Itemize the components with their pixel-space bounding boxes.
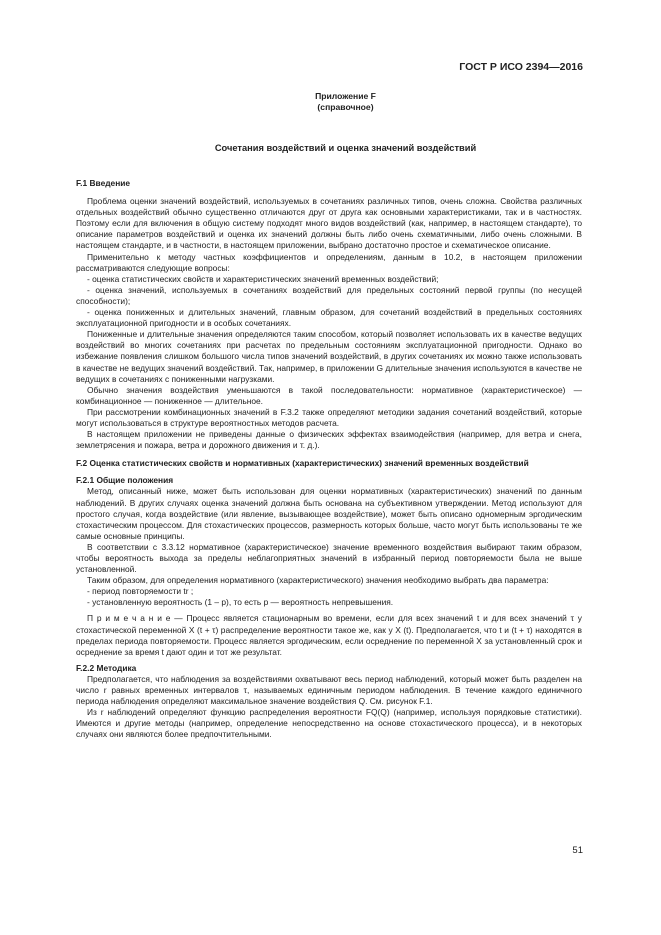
paragraph: Применительно к методу частных коэффициентов и определениям, данным в 10.2, в настоящем приложении рассматриваются следующие вопросы:	[76, 251, 582, 273]
paragraph: Обычно значения воздействия уменьшаются в такой последовательности: нормативное (характеристическое) — комбинационное — пониженное — длительное.	[76, 384, 582, 406]
annex-type: (справочное)	[317, 102, 374, 112]
paragraph: Из r наблюдений определяют функцию распределения вероятности FQ(Q) (например, используя порядковые статистики). Имеются и другие методы (например, определение непосредственно на основе стохастического процесса), и в некоторых случаях они являются более предпочтительными.	[76, 707, 582, 740]
note: П р и м е ч а н и е — Процесс является стационарным во времени, если для всех значений t и для всех значений τ у стохастической переменной X (t + τ) распределение вероятности такое же, как у X (t). Предполагается, что t и (t + τ) находятся в пределах периода повторяемости. Процесс является эргодическим, если осреднение по переменной X за установленный срок и осреднение за время t дают один и тот же результат.	[76, 613, 582, 657]
list-item: - оценка статистических свойств и характеристических значений временных воздействий;	[87, 273, 439, 284]
annex-heading	[0, 91, 661, 113]
paragraph: Предполагается, что наблюдения за воздействиями охватывают весь период наблюдений, который может быть разделен на число r равных временных интервалов τ, называемых единичным периодом наблюдения. В течение каждого единичного периода наблюдения определяют максимальное значение воздействия Q. См. рисунок F.1.	[76, 673, 582, 707]
list-item: - оценка пониженных и длительных значений, главным образом, для сочетаний воздействий в предельных состояниях эксплуатационной пригодности и в особых сочетаниях.	[76, 307, 582, 329]
section-f1-title: F.1 Введение	[76, 178, 131, 188]
paragraph: Таким образом, для определения нормативного (характеристического) значения необходимо выбрать два параметра:	[87, 575, 549, 586]
list-item: - оценка значений, используемых в сочетаниях воздействий для предельных состояний первой группы (по несущей способности);	[76, 284, 582, 306]
paragraph: В соответствии с 3.3.12 нормативное (характеристическое) значение временного воздействия выбирают таким образом, чтобы вероятность выхода за пределы неблагоприятных значений в избранный период повторяемости была не выше установленной.	[76, 541, 582, 575]
paragraph: Пониженные и длительные значения определяются таким способом, который позволяет использовать их в качестве ведущих воздействий во многих сочетаниях при расчетах по предельным состояниям эксплуатационной пригодности. Однако во избежание появления слишком большого числа типов значений воздействий, в других сочетаниях их можно также использовать в качестве не ведущих значений воздействий. Так, например, в приложении G длительные значения используются в качестве не ведущих в сочетаниях с пониженными нагрузками.	[76, 329, 582, 384]
section-f22-title: F.2.2 Методика	[76, 662, 137, 673]
section-f2-title: F.2 Оценка статистических свойств и нормативных (характеристических) значений временных воздействий	[76, 458, 529, 469]
annex-title: Сочетания воздействий и оценка значений воздействий	[214, 143, 477, 153]
section-f21-title: F.2.1 Общие положения	[76, 475, 174, 486]
list-item: - период повторяемости tr ;	[87, 586, 194, 597]
page-number: 51	[572, 845, 583, 856]
list-item: - установленную вероятность (1 – p), то есть p — вероятность непревышения.	[87, 597, 394, 608]
paragraph: В настоящем приложении не приведены данные о физических эффектах взаимодействия (например, для ветра и снега, землетрясения и пожара, ветра и дорожного движения и т. д.).	[76, 429, 582, 451]
paragraph: Проблема оценки значений воздействий, используемых в сочетаниях различных типов, очень сложна. Свойства различных отдельных воздействий обычно существенно отличаются друг от друга как основными характеристиками, так и в частностях. Поэтому если для включения в общую систему подходят много видов воздействий (как, например, в настоящем стандарте), то описание параметров воздействий и оценка их значений должны быть либо очень схематичными, либо очень сложными. В настоящем стандарте, и в частности, в настоящем приложении, выбрано достаточно простое и схематическое описание.	[76, 196, 582, 251]
annex-label: Приложение F	[315, 91, 376, 101]
document-header: ГОСТ Р ИСО 2394—2016	[459, 61, 583, 73]
paragraph: Метод, описанный ниже, может быть использован для оценки нормативных (характеристических) значений по данным наблюдений. В других случаях оценка значений должна быть основана на субъективном утверждении. Метод используют для простого случая, когда воздействие (или явление, вызывающее воздействие), может быть описано одномерным эргодическим стохастическим процессом. Для стохастических процессов, размерность которых больше, часто могут быть использованы те же самые основные принципы.	[76, 486, 582, 541]
document-body	[76, 178, 582, 741]
paragraph: При рассмотрении комбинационных значений в F.3.2 также определяют методики задания сочетаний воздействий, которые могут использоваться в структуре вероятностных методов расчета.	[76, 406, 582, 428]
